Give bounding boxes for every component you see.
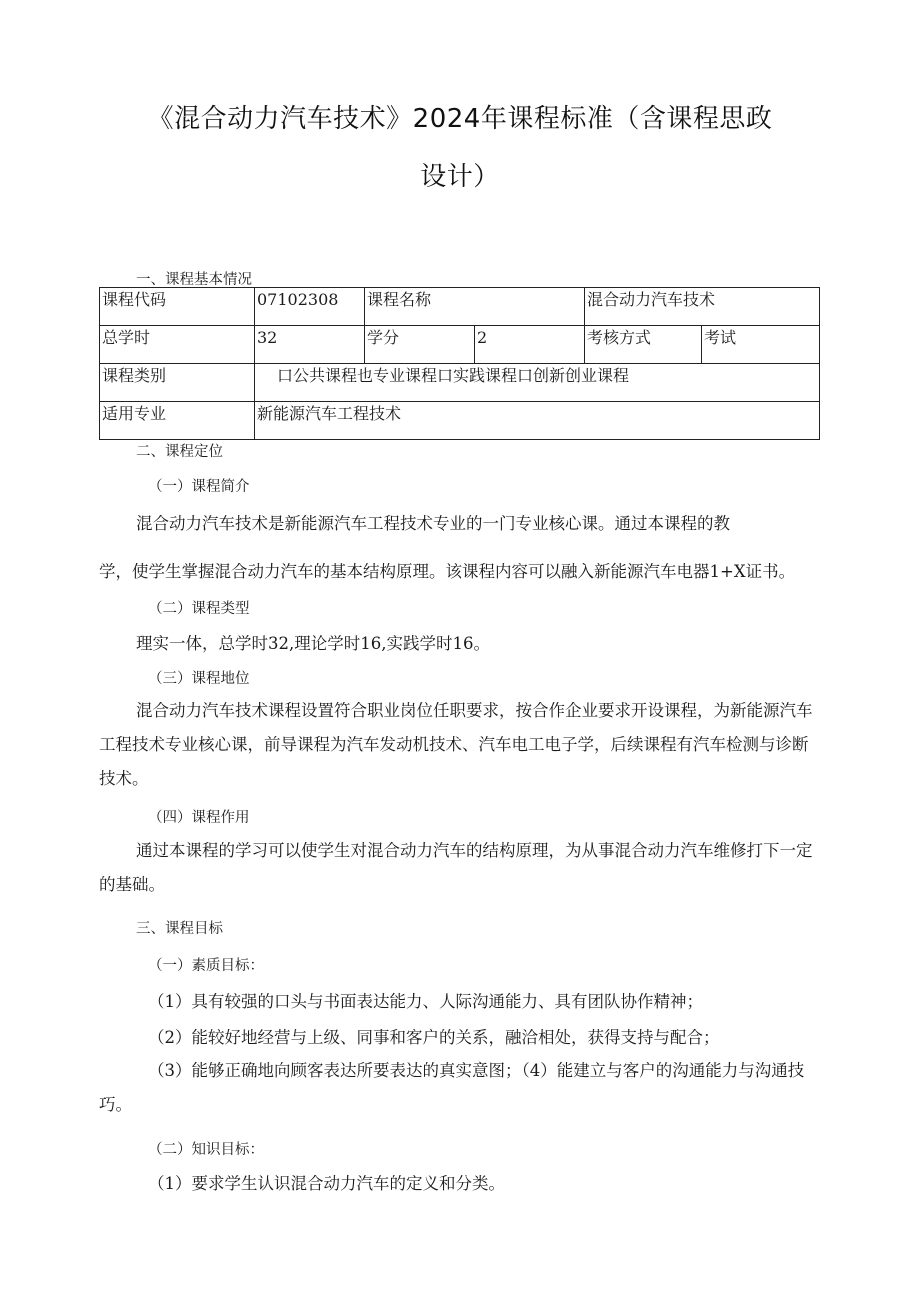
course-type-text: 理实一体，总学时32,理论学时16,实践学时16。	[136, 634, 490, 653]
course-intro-heading: （一）课程简介	[148, 479, 250, 495]
exam-method-value: 考试	[702, 326, 820, 364]
course-intro-line1: 混合动力汽车技术是新能源汽车工程技术专业的一门专业核心课。通过本课程的教	[136, 514, 730, 533]
table-row	[100, 364, 820, 402]
exam-method-label: 考核方式	[585, 326, 702, 364]
total-hours-label: 总学时	[100, 326, 255, 364]
document-title-line1: 《混合动力汽车技术》2024年课程标准（含课程思政	[147, 104, 773, 134]
course-type-heading: （二）课程类型	[148, 601, 250, 617]
knowledge-goal-1: （1）要求学生认识混合动力汽车的定义和分类。	[148, 1174, 505, 1193]
course-position-text: 混合动力汽车技术课程设置符合职业岗位任职要求，按合作企业要求开设课程，为新能源汽车工程技术专业核心课，前导课程为汽车发动机技术、汽车电工电子学，后续课程有汽车检测与诊断技术。	[99, 701, 813, 788]
table-row	[100, 288, 820, 326]
course-type-value: 口公共课程也专业课程口实践课程口创新创业课程	[255, 364, 820, 402]
quality-goal-3: （3）能够正确地向顾客表达所要表达的真实意图；（4）能建立与客户的沟通能力与沟通技巧。	[99, 1061, 805, 1114]
major-value: 新能源汽车工程技术	[255, 402, 820, 440]
total-hours-value: 32	[255, 326, 365, 364]
course-intro-line2: 学，使学生掌握混合动力汽车的基本结构原理。该课程内容可以融入新能源汽车电器1+X证书。	[99, 562, 796, 581]
course-role-heading: （四）课程作用	[148, 810, 250, 826]
table-row	[100, 326, 820, 364]
section2-heading: 二、课程定位	[136, 444, 223, 460]
credit-value: 2	[475, 326, 585, 364]
section1-heading: 一、课程基本情况	[136, 272, 252, 288]
section3-heading: 三、课程目标	[136, 921, 223, 937]
credit-label: 学分	[365, 326, 475, 364]
course-code-label: 课程代码	[100, 288, 255, 326]
quality-goals-heading: （一）素质目标：	[148, 958, 264, 974]
course-info-table	[99, 287, 820, 440]
quality-goal-2: （2）能较好地经营与上级、同事和客户的关系，融洽相处，获得支持与配合；	[148, 1028, 720, 1047]
course-role-text: 通过本课程的学习可以使学生对混合动力汽车的结构原理，为从事混合动力汽车维修打下一定的基础。	[99, 841, 813, 894]
course-type-label: 课程类别	[100, 364, 255, 402]
course-name-label: 课程名称	[365, 288, 585, 326]
knowledge-goals-heading: （二）知识目标：	[148, 1142, 264, 1158]
course-position-heading: （三）课程地位	[148, 671, 250, 687]
course-name-value: 混合动力汽车技术	[585, 288, 820, 326]
document-title-line2: 设计）	[420, 162, 500, 192]
quality-goal-1: （1）具有较强的口头与书面表达能力、人际沟通能力、具有团队协作精神；	[148, 992, 703, 1011]
major-label: 适用专业	[100, 402, 255, 440]
table-row	[100, 402, 820, 440]
course-code-value: 07102308	[255, 288, 365, 326]
